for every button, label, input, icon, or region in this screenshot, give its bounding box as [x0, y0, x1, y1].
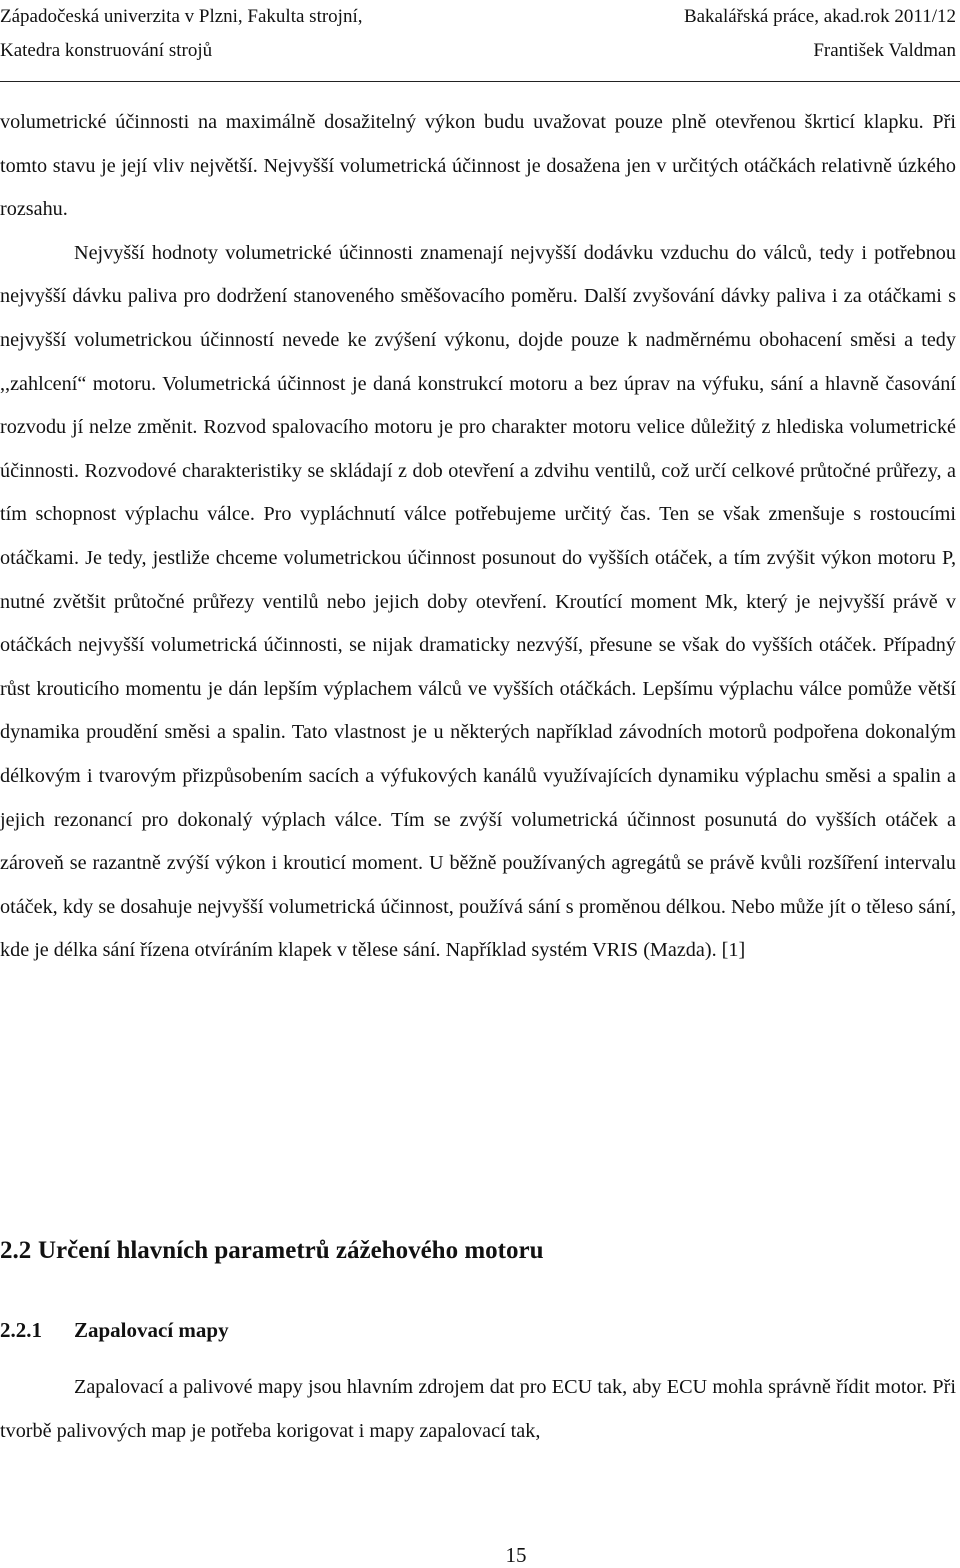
- section-title: Určení hlavních parametrů zážehového motoru: [38, 1237, 544, 1264]
- page-number: 15: [505, 1543, 527, 1567]
- page-header: [0, 0, 960, 82]
- section-heading: [0, 1237, 543, 1265]
- paragraph-volumetric-efficiency: Nejvyšší hodnoty volumetrické účinnosti znamenají nejvyšší dodávku vzduchu do válců, tedy i potřebnou nejvyšší dávku paliva pro dodržení stanoveného směšovacího poměru. Další zvyšování dávky paliva i za otáčkami s nejvyšší volumetrickou účinností nevede ke zvýšení výkonu, dojde pouze k nadměrnému obohacení směsi a tedy ,,zahlcení“ motoru. Volumetrická účinnost je daná konstrukcí motoru a bez úprav na výfuku, sání a hlavně časování rozvodu jí nelze změnit. Rozvod spalovacího motoru je pro charakter motoru velice důležitý z hlediska volumetrické účinnosti. Rozvodové charakteristiky se skládají z dob otevření a zdvihu ventilů, což určí celkové průtočné průřezy, a tím schopnost výplachu válce. Pro vypláchnutí válce potřebujeme určitý čas. Ten se však zmenšuje s rostoucími otáčkami. Je tedy, jestliže chceme volumetrickou účinnost posunout do vyšších otáček, a tím zvýšit výkon motoru P, nutné zvětšit průtočné průřezy ventilů nebo jejich doby otevření. Kroutící moment Mk, který je nejvyšší právě v otáčkách nejvyšší volumetrická účinnosti, se nijak dramaticky nezvýší, přesune se však do vyšších otáček. Případný růst krouticího momentu je dán lepším výplachem válců ve vyšších otáčkách. Lepšímu výplachu válce pomůže větší dynamika proudění směsi a spalin. Tato vlastnost je u některých například závodních motorů podpořena dokonalým délkovým i tvarovým přizpůsobením sacích a výfukových kanálů využívajících dynamiku výplachu směsi a spalin a jejich rezonancí pro dokonalý výplach válce. Tím se zvýší volumetrická účinnost posunutá do vyšších otáček a zároveň se razantně zvýší výkon i krouticí moment. U běžně používaných agregátů se právě kvůli rozšíření intervalu otáček, kdy se dosahuje nejvyšší volumetrická účinnost, používá sání s proměnou délkou. Nebo může jít o těleso sání, kde je délka sání řízena otvíráním klapek v tělese sání. Například systém VRIS (Mazda). [1]: [0, 241, 956, 962]
- header-row-2: [0, 40, 956, 62]
- paragraph-continued: volumetrické účinnosti na maximálně dosažitelný výkon budu uvažovat pouze plně otevřenou škrticí klapku. Při tomto stavu je její vliv největší. Nejvyšší volumetrická účinnost je dosažena jen v určitých otáčkách relativně úzkého rozsahu.: [0, 111, 956, 221]
- body-text-ignition-maps: [0, 1366, 956, 1453]
- header-thesis-type: Bakalářská práce, akad.rok 2011/12: [683, 6, 956, 27]
- body-text: [0, 101, 956, 973]
- header-university: Západočeská univerzita v Plzni, Fakulta strojní,: [0, 6, 363, 27]
- subsection-number: 2.2.1: [0, 1318, 42, 1342]
- subsection-heading: [0, 1318, 229, 1343]
- section-number: 2.2: [0, 1237, 32, 1264]
- header-row-1: [0, 6, 956, 28]
- header-author: František Valdman: [813, 40, 956, 61]
- subsection-title: Zapalovací mapy: [74, 1318, 229, 1342]
- paragraph-ignition-maps: Zapalovací a palivové mapy jsou hlavním zdrojem dat pro ECU tak, aby ECU mohla správně řídit motor. Při tvorbě palivových map je potřeba korigovat i mapy zapalovací tak,: [0, 1376, 956, 1442]
- header-department: Katedra konstruování strojů: [0, 40, 213, 61]
